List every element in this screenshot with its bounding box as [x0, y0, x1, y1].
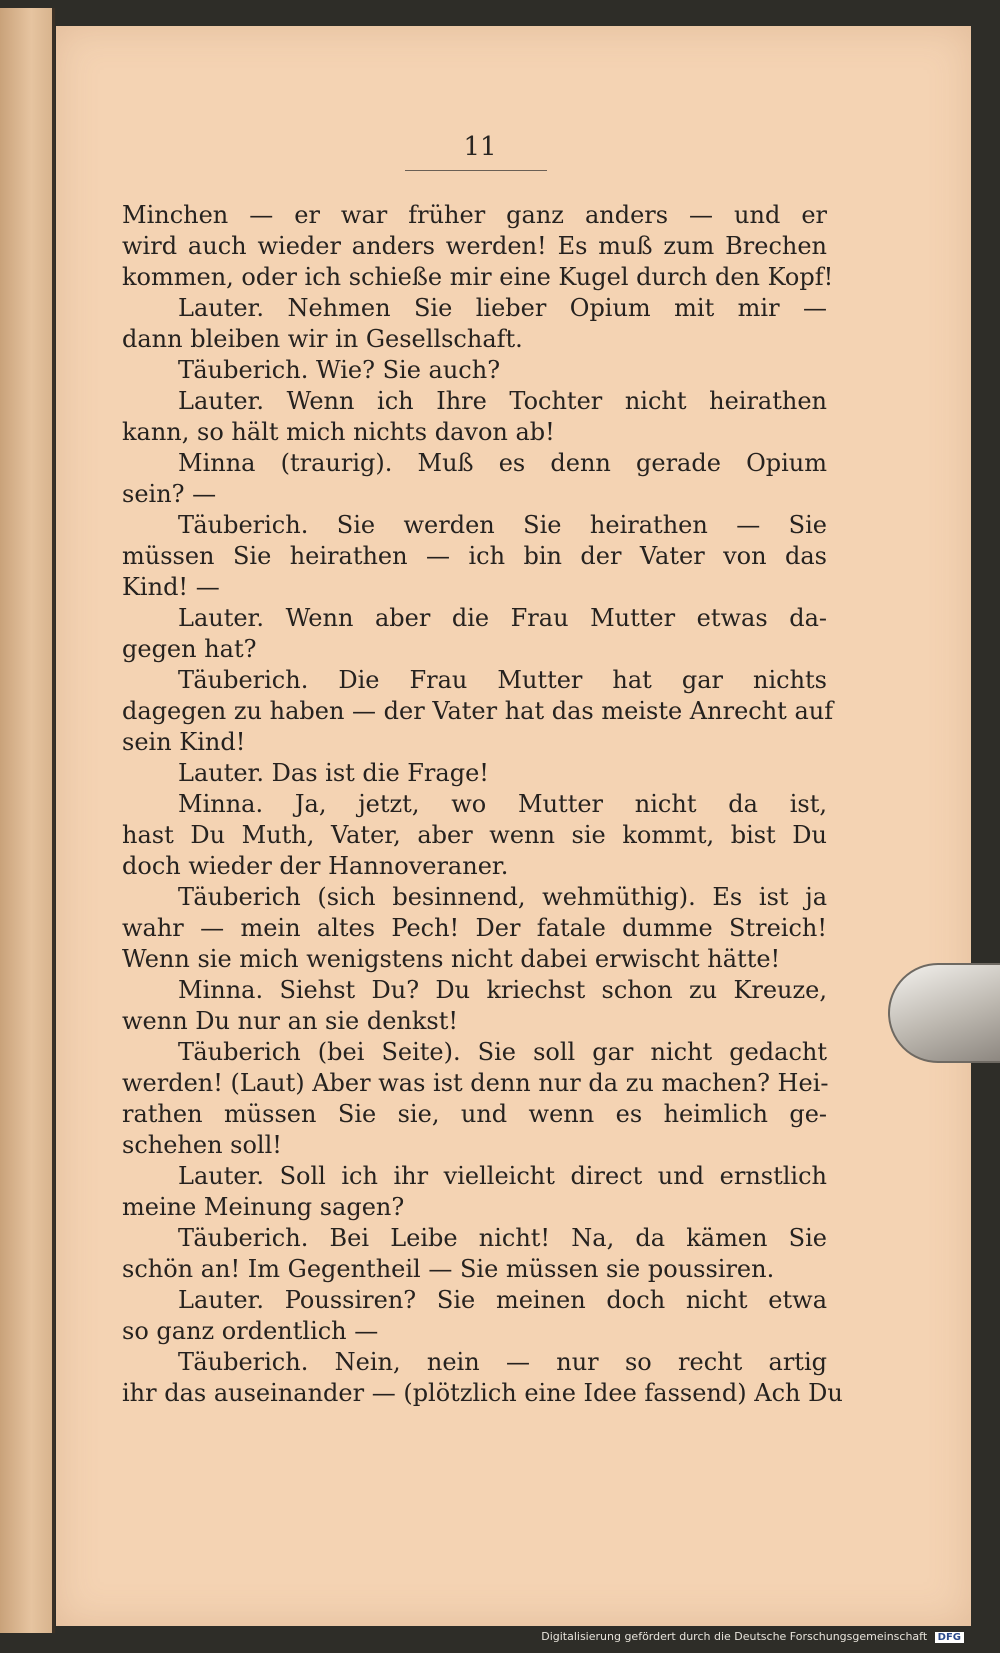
body-text	[122, 200, 843, 1409]
page-marker-tab	[888, 963, 1000, 1063]
text-line: Lauter. Das ist die Frage!	[178, 759, 489, 787]
text-line: Minna. Ja, jetzt, wo Mutter nicht da ist,	[178, 790, 827, 818]
text-line: Lauter. Nehmen Sie lieber Opium mit mir —	[178, 294, 827, 322]
text-line: doch wieder der Hannoveraner.	[122, 852, 509, 880]
text-line: Täuberich. Wie? Sie auch?	[178, 356, 501, 384]
text-line: kommen, oder ich schieße mir eine Kugel durch den Kopf!	[122, 263, 834, 291]
header-rule	[405, 170, 547, 171]
text-line: so ganz ordentlich —	[122, 1317, 379, 1345]
text-line: wird auch wieder anders werden! Es muß zum Brechen	[122, 232, 827, 260]
footer-text: Digitalisierung gefördert durch die Deutsche Forschungsgemeinschaft	[541, 1630, 928, 1643]
text-line: Täuberich. Bei Leibe nicht! Na, da kämen Sie	[178, 1224, 827, 1252]
text-line: sein Kind!	[122, 728, 246, 756]
text-line: werden! (Laut) Aber was ist denn nur da zu machen? Hei-	[122, 1069, 829, 1097]
text-line: Lauter. Wenn ich Ihre Tochter nicht heirathen	[178, 387, 827, 415]
text-line: Täuberich (bei Seite). Sie soll gar nicht gedacht	[178, 1038, 827, 1066]
text-line: ihr das auseinander — (plötzlich eine Idee fassend) Ach Du	[122, 1379, 843, 1407]
text-line: Lauter. Poussiren? Sie meinen doch nicht etwa	[178, 1286, 827, 1314]
page-number: 11	[463, 132, 497, 162]
dfg-logo-badge: DFG	[935, 1632, 964, 1643]
text-line: Lauter. Soll ich ihr vielleicht direct und ernstlich	[178, 1162, 827, 1190]
text-line: müssen Sie heirathen — ich bin der Vater von das	[122, 542, 827, 570]
text-line: Täuberich. Sie werden Sie heirathen — Sie	[178, 511, 827, 539]
text-line: meine Meinung sagen?	[122, 1193, 405, 1221]
text-line: gegen hat?	[122, 635, 257, 663]
text-line: wenn Du nur an sie denkst!	[122, 1007, 459, 1035]
adjacent-page-edge	[0, 8, 55, 1633]
text-line: Täuberich. Die Frau Mutter hat gar nichts	[178, 666, 827, 694]
text-line: kann, so hält mich nichts davon ab!	[122, 418, 555, 446]
footer-credit	[541, 1630, 964, 1643]
text-line: schön an! Im Gegentheil — Sie müssen sie poussiren.	[122, 1255, 775, 1283]
text-line: sein? —	[122, 480, 217, 508]
text-line: hast Du Muth, Vater, aber wenn sie kommt, bist Du	[122, 821, 827, 849]
text-line: Minna (traurig). Muß es denn gerade Opium	[178, 449, 827, 477]
text-line: schehen soll!	[122, 1131, 282, 1159]
text-line: Minchen — er war früher ganz anders — und er	[122, 201, 827, 229]
text-line: Kind! —	[122, 573, 220, 601]
text-line: Wenn sie mich wenigstens nicht dabei erwischt hätte!	[122, 945, 781, 973]
text-line: dagegen zu haben — der Vater hat das meiste Anrecht auf	[122, 697, 834, 725]
text-line: dann bleiben wir in Gesellschaft.	[122, 325, 523, 353]
text-line: Minna. Siehst Du? Du kriechst schon zu Kreuze,	[178, 976, 827, 1004]
text-line: Täuberich. Nein, nein — nur so recht artig	[178, 1348, 827, 1376]
text-line: wahr — mein altes Pech! Der fatale dumme Streich!	[122, 914, 827, 942]
text-line: rathen müssen Sie sie, und wenn es heimlich ge-	[122, 1100, 827, 1128]
text-line: Täuberich (sich besinnend, wehmüthig). Es ist ja	[178, 883, 827, 911]
text-line: Lauter. Wenn aber die Frau Mutter etwas da-	[178, 604, 827, 632]
